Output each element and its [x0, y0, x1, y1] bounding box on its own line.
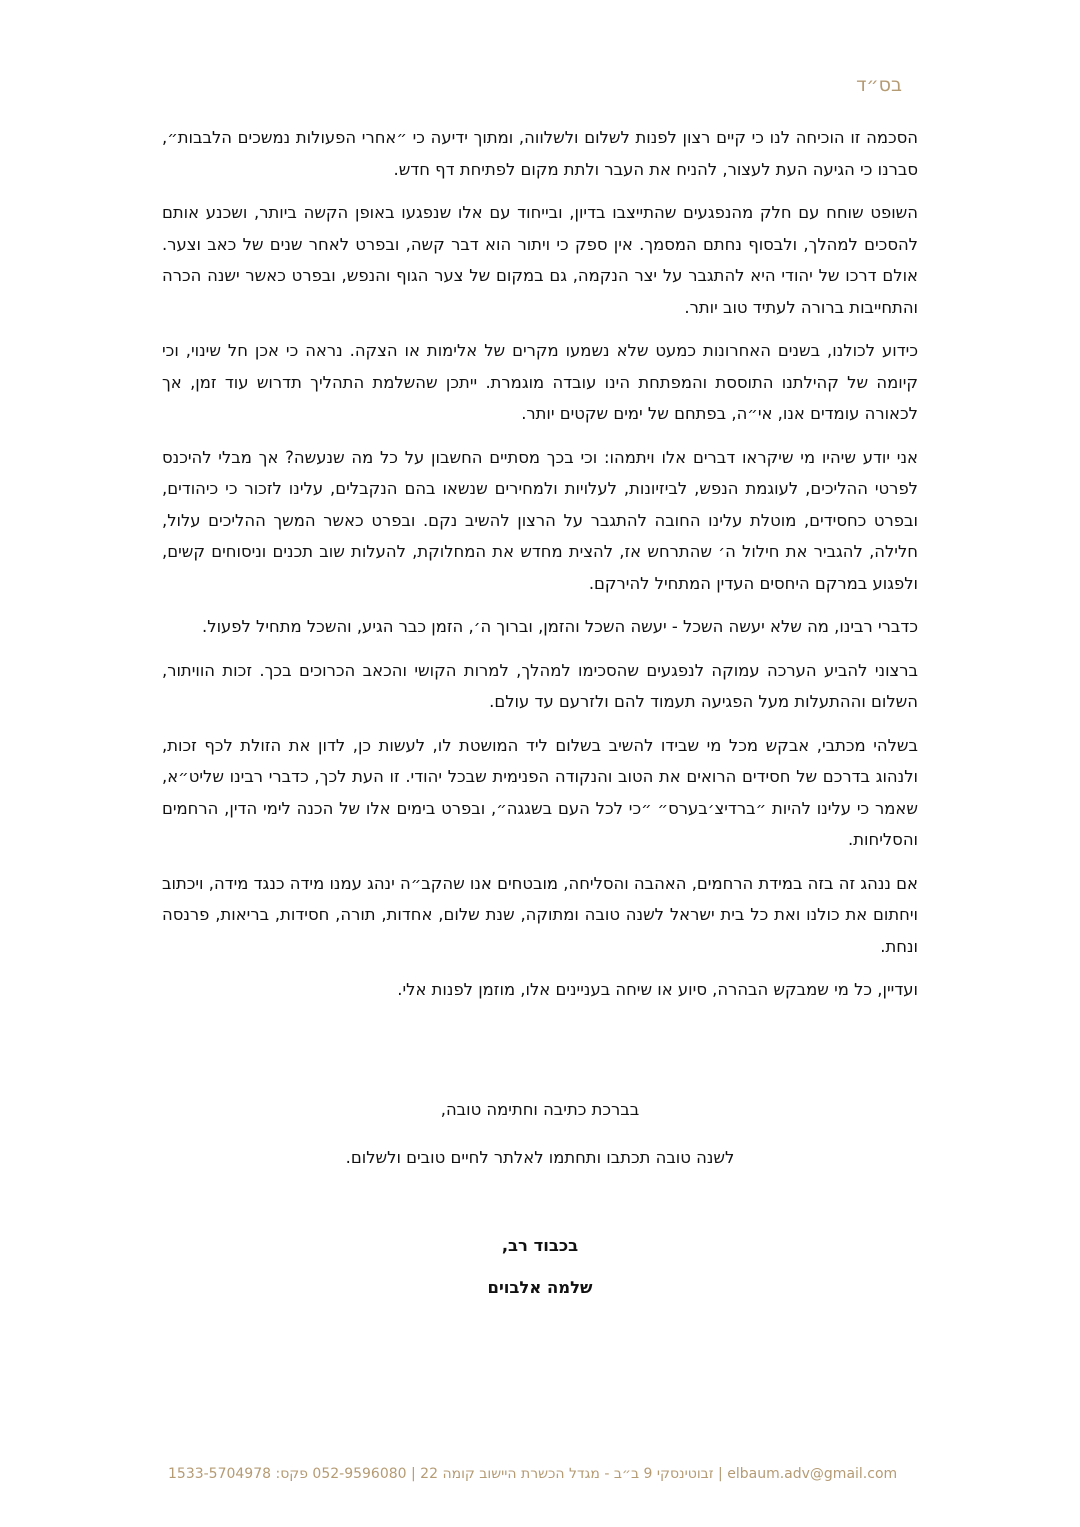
footer-contact: elbaum.adv@gmail.com | זבוטינסקי 9 ב״ב - מגדל הכשרת היישוב קומה 22 | 052-9596080 פקס: 1533-5704978 [168, 1466, 898, 1482]
paragraph-6: ברצוני להביע הערכה עמוקה לנפגעים שהסכימו למהלך, למרות הקושי והכאב הכרוכים בכך. זכות הוויתור, השלום וההתעלות מעל הפגיעה תעמוד להם ולזרעם עד עולם. [162, 660, 918, 711]
paragraph-5: כדברי רבינו, מה שלא יעשה השכל - יעשה השכל והזמן, וברוך ה׳, הזמן כבר הגיע, והשכל מתחיל לפעול. [202, 617, 918, 636]
paragraph-3: כידוע לכולנו, בשנים האחרונות כמעט שלא נשמעו מקרים של אלימות או הצקה. נראה כי אכן חל שינוי, וכי קיומה של קהילתנו התוססת והמפתחת הינו עובדה מוגמרת. ייתכן שהשלמת התהליך תדרוש עוד זמן, אך לכאורה עומדים אנו, אי״ה, בפתחם של ימים שקטים יותר. [162, 341, 918, 423]
signature-name: שלמה אלבוים [487, 1278, 593, 1297]
header-mark: בס״ד [856, 74, 902, 96]
paragraph-9: ועדיין, כל מי שמבקש הבהרה, סיוע או שיחה בעניינים אלו, מוזמן לפנות אלי. [397, 980, 918, 999]
paragraph-1: הסכמה זו הוכיחה לנו כי קיים רצון לפנות לשלום ולשלווה, ומתוך ידיעה כי ״אחרי הפעולות נמשכים הלבבות״, סברנו כי הגיעה העת לעצור, להניח את העבר ולתת מקום לפתיחת דף חדש. [162, 128, 918, 179]
letter-body [162, 122, 918, 1018]
closing-blessing: בברכת כתיבה וחתימה טובה, [440, 1100, 640, 1119]
paragraph-4: אני יודע שיהיו מי שיקראו דברים אלו ויתמהו: וכי בכך מסתיים החשבון על כל מה שנעשה? אך מבלי להיכנס לפרטי ההליכים, לעוגמת הנפש, לביזיונות, לעלויות ולמחירים שנשאו בהם הנקבלים, עלינו לזכור כי כיהודים, ובפרט כחסידים, מוטלת עלינו החובה להתגבר על הרצון להשיב נקם. ובפרט כאשר המשך ההליכים עלול, חלילה, להגביר את חילול ה׳ שהתרחש אז, להצית מחדש את המחלוקת, להעלות שוב תכנים וניסוחים קשים, ולפגוע במרקם היחסים העדין המתחיל להירקם. [162, 447, 918, 593]
closing-wish: לשנה טובה תכתבו ותחתמו לאלתר לחיים טובים ולשלום. [345, 1148, 735, 1167]
paragraph-7: בשלהי מכתבי, אבקש מכל מי שבידו להשיב בשלום ליד המושטת לו, לעשות כן, לדון את הזולת לכף זכות, ולנהוג בדרכם של חסידים הרואים את הטוב והנקודה הפנימית שבכל יהודי. זו העת לכך, כדברי רבינו שליט״א, שאמר כי עלינו להיות ״ברדיצ׳בערס״ ״כי לכל העם בשגגה״, ובפרט בימים אלו של הכנה לימי הדין, הרחמים והסליחות. [162, 735, 918, 849]
signature-regards: בכבוד רב, [501, 1236, 579, 1255]
paragraph-8: אם ננהג זה בזה במידת הרחמים, האהבה והסליחה, מובטחים אנו שהקב״ה ינהג עמנו מידה כנגד מידה, ויכתוב ויחתום את כולנו ואת כל בית ישראל לשנה טובה ומתוקה, שנת שלום, אחדות, תורה, חסידות, בריאות, פרנסה ונחת. [162, 873, 918, 956]
paragraph-2: השופט שוחח עם חלק מהנפגעים שהתייצבו בדיון, ובייחוד עם אלו שנפגעו באופן הקשה ביותר, ושכנע אותם להסכים למהלך, ולבסוף נחתם המסמך. אין ספק כי ויתור הוא דבר קשה, ובפרט לאחר שנים של כאב וצער. אולם דרכו של יהודי היא להתגבר על יצר הנקמה, גם במקום של צער הגוף והנפש, ובפרט כאשר ישנה הכרה והתחייבות ברורה לעתיד טוב יותר. [162, 203, 918, 317]
